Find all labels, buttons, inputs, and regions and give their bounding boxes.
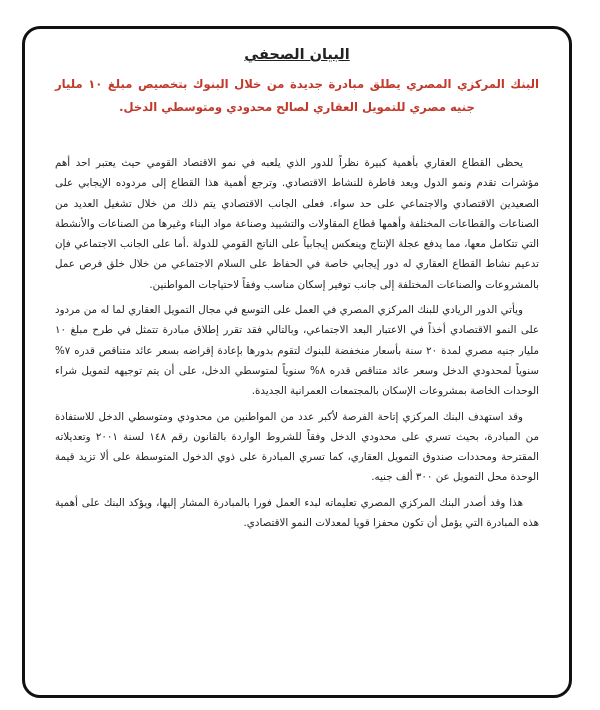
paragraph-closing: هذا وقد أصدر البنك المركزي المصري تعليماته لبدء العمل فورا بالمبادرة المشار إليها، ويؤكد البنك على أهمية هذه المبادرة التي يؤمل أن تكون محفزا قويا لمعدلات النمو الاقتصادي. — [55, 496, 539, 530]
paragraph-initiative-details: ويأتي الدور الريادي للبنك المركزي المصري في العمل على التوسع في مجال التمويل العقاري لما له من مردود على النمو الاقتصادي أخذاً في الاعتبار البعد الاجتماعي، وبالتالي فقد تقرر إطلاق مبادرة تتمثل في طرح مبلغ ١٠ مليار جنيه مصري لمدة ٢٠ سنة بأسعار منخفضة للبنوك لتقوم بدورها بإعادة إقراضه بسعر عائد متناقص قدره ٧% سنوياً لمحدودي الدخل وسعر عائد متناقص قدره ٨% سنوياً لمتوسطي الدخل، على أن يتم توجيهه لتمويل شراء الوحدات الخاصة بمشروعات الإسكان بالمجتمعات العمرانية الجديدة. — [55, 304, 539, 398]
headline: البنك المركزي المصري يطلق مبادرة جديدة من خلال البنوك بتخصيص مبلغ ١٠ مليار جنيه مصري للتمويل العقاري لصالح محدودي ومتوسطي الدخل. — [55, 77, 539, 114]
paragraph-real-estate-importance: يحظى القطاع العقاري بأهمية كبيرة نظراً للدور الذي يلعبه في نمو الاقتصاد القومي حيث يعتبر احد أهم مؤشرات تقدم ونمو الدول ويعد قاطرة للنشاط الاقتصادي. وترجع أهمية هذا القطاع إلى مردوده الإيجابي على الصعيدين الاقتصادي والاجتماعي على حد سواء. فعلى الجانب الاقتصادي يتم ذلك من خلال تشغيل العديد من الصناعات والقطاعات المختلفة وأهمها قطاع المقاولات والتشييد وصناعة مواد البناء وغيرها من الصناعات والأنشطة التي تتكامل معها، مما يدفع عجلة الإنتاج وينعكس إيجابياً على الناتج القومي للدولة .أما على الجانب الاجتماعي فإن تدعيم نشاط القطاع العقاري له دور إيجابي خاصة في الحفاظ على السلام الاجتماعي من خلال خلق فرص عمل بالمشروعات والصناعات المختلفة إلى جانب توفير إسكان مناسب وفقاً لاحتياجات المواطنين. — [55, 157, 539, 291]
document-frame — [22, 26, 572, 698]
press-release-body — [25, 29, 569, 533]
paragraph-eligibility: وقد استهدف البنك المركزي إتاحة الفرصة لأكبر عدد من المواطنين من محدودي ومتوسطي الدخل للاستفادة من المبادرة، بحيث تسري على محدودي الدخل وفقاً للشروط الواردة بالقانون رقم ١٤٨ لسنة ٢٠٠١ وتعديلاته المقترحة ومحددات صندوق التمويل العقاري، كما تسري المبادرة على ذوي الدخول المتوسطة على ألا تزيد قيمة الوحدة محل التمويل عن ٣٠٠ ألف جنيه. — [55, 410, 539, 484]
page-title: البيان الصحفي — [244, 47, 350, 63]
